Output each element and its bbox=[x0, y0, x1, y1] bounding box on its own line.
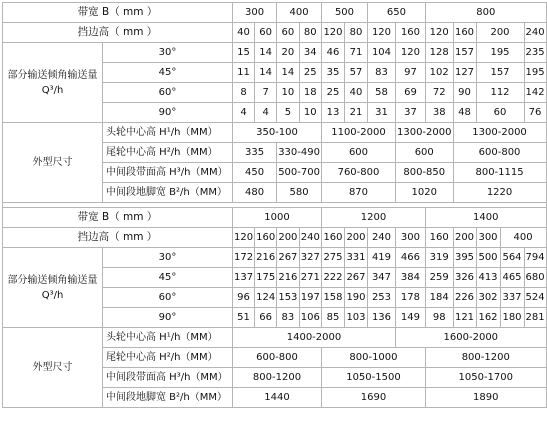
capacity-cell: 175 bbox=[255, 268, 277, 288]
capacity-cell: 327 bbox=[299, 248, 321, 268]
capacity-cell: 71 bbox=[344, 43, 367, 63]
capacity-cell: 15 bbox=[233, 43, 255, 63]
rib-height-cell: 160 bbox=[425, 228, 453, 248]
dim-value: 800-850 bbox=[395, 163, 453, 183]
capacity-cell: 524 bbox=[524, 288, 546, 308]
dim-value: 330-490 bbox=[277, 143, 322, 163]
capacity-cell: 25 bbox=[299, 63, 321, 83]
capacity-cell: 128 bbox=[425, 43, 453, 63]
rib-height-cell: 400 bbox=[500, 228, 546, 248]
dim-label: 中间段带面高 H³/h（MM） bbox=[103, 368, 233, 388]
capacity-cell: 172 bbox=[233, 248, 255, 268]
capacity-cell: 5 bbox=[277, 103, 299, 123]
capacity-cell: 60 bbox=[476, 103, 524, 123]
capacity-cell: 271 bbox=[299, 268, 321, 288]
dim-value: 1300-2000 bbox=[453, 123, 546, 143]
capacity-cell: 195 bbox=[524, 63, 546, 83]
dim-value: 800-1200 bbox=[425, 348, 546, 368]
capacity-cell: 14 bbox=[255, 43, 277, 63]
capacity-cell: 413 bbox=[476, 268, 500, 288]
capacity-cell: 14 bbox=[277, 63, 299, 83]
capacity-cell: 235 bbox=[524, 43, 546, 63]
capacity-cell: 184 bbox=[425, 288, 453, 308]
capacity-cell: 34 bbox=[299, 43, 321, 63]
capacity-cell: 66 bbox=[255, 308, 277, 328]
capacity-cell: 326 bbox=[453, 268, 476, 288]
capacity-cell: 331 bbox=[344, 248, 367, 268]
dim-label: 头轮中心高 H¹/h（MM） bbox=[103, 123, 233, 143]
capacity-cell: 162 bbox=[476, 308, 500, 328]
rib-height-cell: 40 bbox=[233, 23, 255, 43]
rib-height-cell: 240 bbox=[299, 228, 321, 248]
capacity-cell: 98 bbox=[425, 308, 453, 328]
rib-height-cell: 120 bbox=[233, 228, 255, 248]
capacity-cell: 157 bbox=[476, 63, 524, 83]
capacity-cell: 72 bbox=[425, 83, 453, 103]
dim-label: 中间段地脚宽 B²/h（MM） bbox=[103, 183, 233, 203]
capacity-cell: 275 bbox=[321, 248, 344, 268]
capacity-cell: 90 bbox=[453, 83, 476, 103]
dim-value: 800-1200 bbox=[233, 368, 322, 388]
bottom-belt-width-label: 带宽 B（ mm ） bbox=[3, 208, 233, 228]
angle-label: 90° bbox=[103, 308, 233, 328]
rib-height-cell: 80 bbox=[344, 23, 367, 43]
capacity-cell: 794 bbox=[524, 248, 546, 268]
capacity-cell: 281 bbox=[524, 308, 546, 328]
capacity-cell: 7 bbox=[255, 83, 277, 103]
top-belt-width-row bbox=[3, 3, 547, 23]
capacity-cell: 127 bbox=[453, 63, 476, 83]
dim-value: 1890 bbox=[425, 388, 546, 408]
capacity-cell: 4 bbox=[255, 103, 277, 123]
rib-height-cell: 120 bbox=[321, 23, 344, 43]
angle-label: 60° bbox=[103, 83, 233, 103]
capacity-cell: 10 bbox=[299, 103, 321, 123]
angle-label: 45° bbox=[103, 63, 233, 83]
dim-value: 500-700 bbox=[277, 163, 322, 183]
capacity-cell: 419 bbox=[367, 248, 395, 268]
capacity-cell: 48 bbox=[453, 103, 476, 123]
capacity-cell: 103 bbox=[344, 308, 367, 328]
capacity-cell: 83 bbox=[277, 308, 299, 328]
capacity-cell: 384 bbox=[395, 268, 425, 288]
bottom-dims-label: 外型尺寸 bbox=[3, 328, 103, 408]
dim-label: 尾轮中心高 H²/h（MM） bbox=[103, 348, 233, 368]
capacity-cell: 302 bbox=[476, 288, 500, 308]
capacity-cell: 253 bbox=[367, 288, 395, 308]
capacity-cell: 216 bbox=[277, 268, 299, 288]
bottom-rib-height-label: 挡边高（ mm ） bbox=[3, 228, 233, 248]
top-belt-width-300: 300 bbox=[233, 3, 277, 23]
dim-value: 1690 bbox=[321, 388, 425, 408]
dim-value: 800-1115 bbox=[453, 163, 546, 183]
capacity-cell: 395 bbox=[453, 248, 476, 268]
capacity-cell: 38 bbox=[425, 103, 453, 123]
dim-value: 1050-1500 bbox=[321, 368, 425, 388]
capacity-cell: 10 bbox=[277, 83, 299, 103]
capacity-cell: 102 bbox=[425, 63, 453, 83]
dim-value: 760-800 bbox=[321, 163, 395, 183]
conveyor-spec-table bbox=[2, 2, 547, 408]
dim-value: 1440 bbox=[233, 388, 322, 408]
capacity-cell: 259 bbox=[425, 268, 453, 288]
dim-value: 1600-2000 bbox=[395, 328, 546, 348]
capacity-cell: 680 bbox=[524, 268, 546, 288]
capacity-cell: 76 bbox=[524, 103, 546, 123]
capacity-cell: 4 bbox=[233, 103, 255, 123]
rib-height-cell: 300 bbox=[395, 228, 425, 248]
bottom-belt-width-1000: 1000 bbox=[233, 208, 322, 228]
bottom-belt-width-1400: 1400 bbox=[425, 208, 546, 228]
capacity-cell: 197 bbox=[299, 288, 321, 308]
rib-height-cell: 120 bbox=[425, 23, 453, 43]
top-belt-width-400: 400 bbox=[277, 3, 322, 23]
capacity-cell: 85 bbox=[321, 308, 344, 328]
rib-height-cell: 160 bbox=[321, 228, 344, 248]
capacity-cell: 124 bbox=[255, 288, 277, 308]
capacity-cell: 157 bbox=[453, 43, 476, 63]
dim-value: 800-1000 bbox=[321, 348, 425, 368]
dim-value: 600 bbox=[395, 143, 453, 163]
capacity-cell: 96 bbox=[233, 288, 255, 308]
capacity-cell: 106 bbox=[299, 308, 321, 328]
rib-height-cell: 60 bbox=[255, 23, 277, 43]
dim-value: 335 bbox=[233, 143, 277, 163]
capacity-cell: 31 bbox=[367, 103, 395, 123]
angle-label: 30° bbox=[103, 43, 233, 63]
capacity-cell: 178 bbox=[395, 288, 425, 308]
capacity-cell: 136 bbox=[367, 308, 395, 328]
capacity-cell: 319 bbox=[425, 248, 453, 268]
dim-value: 600 bbox=[321, 143, 395, 163]
capacity-cell: 465 bbox=[500, 268, 524, 288]
dim-label: 尾轮中心高 H²/h（MM） bbox=[103, 143, 233, 163]
capacity-cell: 153 bbox=[277, 288, 299, 308]
capacity-cell: 347 bbox=[367, 268, 395, 288]
capacity-cell: 190 bbox=[344, 288, 367, 308]
dim-label: 中间段带面高 H³/h（MM） bbox=[103, 163, 233, 183]
capacity-cell: 137 bbox=[233, 268, 255, 288]
capacity-cell: 11 bbox=[233, 63, 255, 83]
capacity-cell: 69 bbox=[395, 83, 425, 103]
capacity-cell: 18 bbox=[299, 83, 321, 103]
capacity-cell: 83 bbox=[367, 63, 395, 83]
bottom-capacity-row bbox=[3, 248, 547, 268]
capacity-cell: 226 bbox=[453, 288, 476, 308]
capacity-cell: 104 bbox=[367, 43, 395, 63]
top-belt-width-650: 650 bbox=[367, 3, 425, 23]
dim-value: 1020 bbox=[395, 183, 453, 203]
top-capacity-row bbox=[3, 43, 547, 63]
capacity-cell: 14 bbox=[255, 63, 277, 83]
capacity-cell: 21 bbox=[344, 103, 367, 123]
capacity-cell: 25 bbox=[321, 83, 344, 103]
rib-height-cell: 200 bbox=[476, 23, 524, 43]
capacity-cell: 13 bbox=[321, 103, 344, 123]
dim-value: 1100-2000 bbox=[321, 123, 395, 143]
capacity-cell: 158 bbox=[321, 288, 344, 308]
top-section-label: 部分输送倾角输送量 Q³/h bbox=[3, 43, 103, 123]
capacity-cell: 58 bbox=[367, 83, 395, 103]
capacity-cell: 466 bbox=[395, 248, 425, 268]
capacity-cell: 267 bbox=[277, 248, 299, 268]
bottom-section-label: 部分输送倾角输送量 Q³/h bbox=[3, 248, 103, 328]
capacity-cell: 20 bbox=[277, 43, 299, 63]
dim-value: 600-800 bbox=[233, 348, 322, 368]
capacity-cell: 216 bbox=[255, 248, 277, 268]
rib-height-cell: 200 bbox=[453, 228, 476, 248]
capacity-cell: 40 bbox=[344, 83, 367, 103]
capacity-cell: 121 bbox=[453, 308, 476, 328]
capacity-cell: 51 bbox=[233, 308, 255, 328]
rib-height-cell: 200 bbox=[344, 228, 367, 248]
capacity-cell: 222 bbox=[321, 268, 344, 288]
dim-value: 1220 bbox=[453, 183, 546, 203]
capacity-cell: 8 bbox=[233, 83, 255, 103]
bottom-dims-row bbox=[3, 328, 547, 348]
dim-value: 870 bbox=[321, 183, 395, 203]
capacity-cell: 149 bbox=[395, 308, 425, 328]
capacity-cell: 337 bbox=[500, 288, 524, 308]
rib-height-cell: 160 bbox=[255, 228, 277, 248]
top-belt-width-label: 带宽 B（ mm ） bbox=[3, 3, 233, 23]
capacity-cell: 46 bbox=[321, 43, 344, 63]
angle-label: 60° bbox=[103, 288, 233, 308]
capacity-cell: 267 bbox=[344, 268, 367, 288]
dim-label: 中间段地脚宽 B²/h（MM） bbox=[103, 388, 233, 408]
capacity-cell: 37 bbox=[395, 103, 425, 123]
top-dims-label: 外型尺寸 bbox=[3, 123, 103, 203]
dim-value: 350-100 bbox=[233, 123, 322, 143]
top-rib-height-row bbox=[3, 23, 547, 43]
rib-height-cell: 60 bbox=[277, 23, 299, 43]
capacity-cell: 142 bbox=[524, 83, 546, 103]
capacity-cell: 180 bbox=[500, 308, 524, 328]
capacity-cell: 564 bbox=[500, 248, 524, 268]
rib-height-cell: 160 bbox=[453, 23, 476, 43]
capacity-cell: 57 bbox=[344, 63, 367, 83]
dim-value: 480 bbox=[233, 183, 277, 203]
rib-height-cell: 160 bbox=[395, 23, 425, 43]
dim-value: 1300-2000 bbox=[395, 123, 453, 143]
bottom-belt-width-row bbox=[3, 208, 547, 228]
dim-label: 头轮中心高 H¹/h（MM） bbox=[103, 328, 233, 348]
rib-height-cell: 300 bbox=[476, 228, 500, 248]
capacity-cell: 97 bbox=[395, 63, 425, 83]
capacity-cell: 35 bbox=[321, 63, 344, 83]
dim-value: 1050-1700 bbox=[425, 368, 546, 388]
dim-value: 1400-2000 bbox=[233, 328, 396, 348]
angle-label: 30° bbox=[103, 248, 233, 268]
capacity-cell: 195 bbox=[476, 43, 524, 63]
angle-label: 45° bbox=[103, 268, 233, 288]
dim-value: 580 bbox=[277, 183, 322, 203]
rib-height-cell: 80 bbox=[299, 23, 321, 43]
angle-label: 90° bbox=[103, 103, 233, 123]
dim-value: 450 bbox=[233, 163, 277, 183]
top-dims-row bbox=[3, 123, 547, 143]
dim-value: 600-800 bbox=[453, 143, 546, 163]
rib-height-cell: 120 bbox=[367, 23, 395, 43]
capacity-cell: 120 bbox=[395, 43, 425, 63]
rib-height-cell: 240 bbox=[524, 23, 546, 43]
rib-height-cell: 240 bbox=[367, 228, 395, 248]
capacity-cell: 500 bbox=[476, 248, 500, 268]
bottom-belt-width-1200: 1200 bbox=[321, 208, 425, 228]
rib-height-cell: 200 bbox=[277, 228, 299, 248]
capacity-cell: 112 bbox=[476, 83, 524, 103]
bottom-rib-height-row bbox=[3, 228, 547, 248]
top-rib-height-label: 挡边高（ mm ） bbox=[3, 23, 233, 43]
top-belt-width-500: 500 bbox=[321, 3, 367, 23]
top-belt-width-800: 800 bbox=[425, 3, 546, 23]
